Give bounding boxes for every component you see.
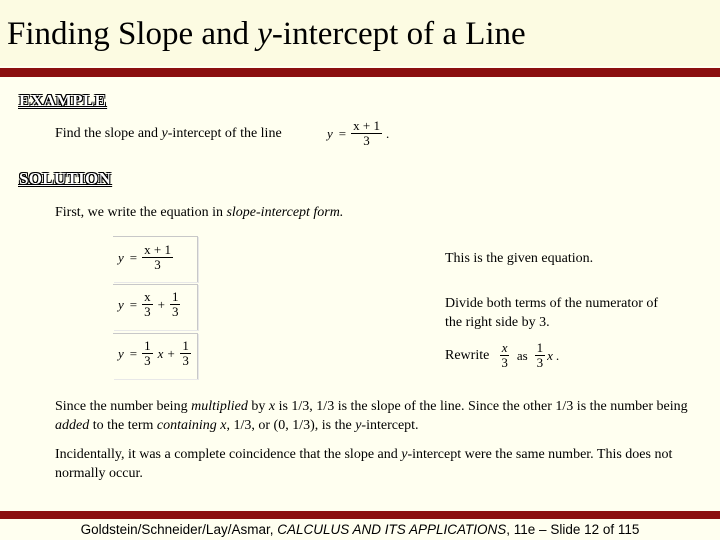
step3-note: Rewrite $\frac{x}{3}$ as $\frac{1}{3}$ x . [445, 340, 560, 370]
step1-note: This is the given equation. [445, 251, 594, 266]
slide-title: Finding Slope and y-intercept of a Line [7, 16, 526, 52]
example-prompt: Find the slope and y-intercept of the line [55, 126, 282, 141]
step2-note-line1: Divide both terms of the numerator of [445, 296, 659, 311]
solution-intro: First, we write the equation in slope-intercept form. [55, 205, 344, 220]
solution-remark: Incidentally, it was a complete coincidence that the slope and y-intercept were the same number. This does not normally occur. [55, 447, 673, 481]
solution-heading: SOLUTION [19, 169, 112, 188]
slide-footer: Goldstein/Schneider/Lay/Asmar, CALCULUS AND ITS APPLICATIONS, 11e – Slide 12 of 115 [80, 522, 640, 537]
step1-equation: y = $\frac{x + 1}{3}$ [118, 242, 171, 272]
example-fraction: $\frac{x + 1}{3}$ [353, 118, 380, 148]
step2-equation: y = $\frac{x}{3}$ + $\frac{1}{3}$ [118, 289, 179, 319]
solution-explanation: Since the number being multiplied by x is 1/3, 1/3 is the slope of the line. Since the other 1/3 is the number being added to the term containing x, 1/3, or (0, 1/3), is the y-intercept. [55, 399, 688, 433]
footer-accent-bar [0, 511, 720, 519]
example-heading: EXAMPLE [19, 91, 107, 110]
title-accent-bar [0, 68, 720, 77]
example-equation: y = $\frac{x + 1}{3}$ . [327, 118, 390, 148]
step2-note-line2: the right side by 3. [445, 315, 550, 330]
step3-equation: y = $\frac{1}{3}$ x + $\frac{1}{3}$ [118, 338, 189, 368]
